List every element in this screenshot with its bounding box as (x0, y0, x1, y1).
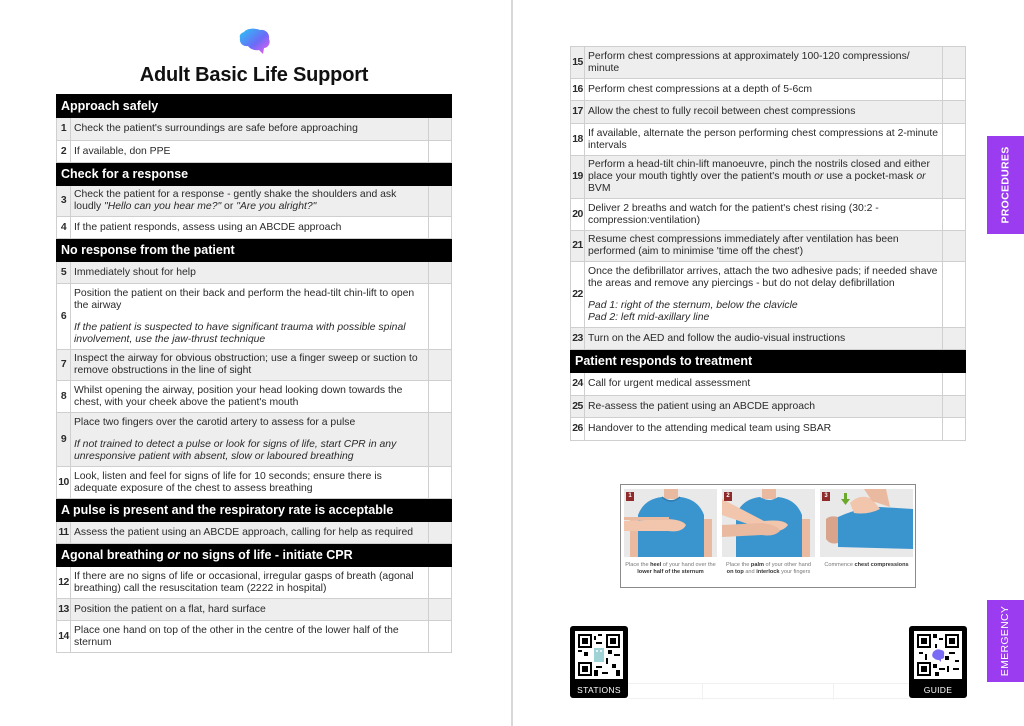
step-number: 23 (571, 328, 585, 350)
table-row (57, 350, 452, 381)
step-number: 18 (571, 124, 585, 156)
step-checkbox[interactable] (943, 156, 966, 199)
cpr-hand-position-figure (620, 484, 916, 588)
table-row (57, 522, 452, 544)
page-title: Adult Basic Life Support (139, 64, 369, 86)
table-row (57, 467, 452, 499)
step-text: Handover to the attending medical team using SBAR (585, 418, 943, 441)
tab-procedures[interactable] (987, 136, 1024, 234)
tab-label: EMERGENCY (999, 605, 1012, 677)
step-text: Assess the patient using an ABCDE approach, calling for help as required (71, 522, 429, 544)
step-checkbox[interactable] (429, 467, 452, 499)
step-text: Check the patient's surroundings are safe before approaching (71, 118, 429, 141)
step-number: 7 (57, 350, 71, 381)
qr-code-pattern (575, 631, 623, 679)
step-number: 13 (57, 599, 71, 621)
step-checkbox[interactable] (943, 231, 966, 262)
section-header (57, 163, 452, 186)
step-checkbox[interactable] (943, 262, 966, 328)
step-checkbox[interactable] (429, 118, 452, 141)
table-row (571, 124, 966, 156)
step-checkbox[interactable] (429, 413, 452, 467)
step-checkbox[interactable] (429, 262, 452, 284)
table-row (571, 156, 966, 199)
step-text: Immediately shout for help (71, 262, 429, 284)
qr-code-pattern (914, 631, 962, 679)
step-text: Deliver 2 breaths and watch for the patient's chest rising (30:2 - compression:ventilation) (585, 199, 943, 231)
step-checkbox[interactable] (943, 47, 966, 79)
step-checkbox[interactable] (429, 350, 452, 381)
table-row (57, 141, 452, 163)
step-text: Inspect the airway for obvious obstruction; use a finger sweep or suction to remove obstructions in the line of sight (71, 350, 429, 381)
section-header (57, 239, 452, 262)
step-checkbox[interactable] (429, 217, 452, 239)
table-row (57, 413, 452, 467)
step-text: If available, don PPE (71, 141, 429, 163)
tab-label: PROCEDURES (999, 146, 1012, 224)
step-checkbox[interactable] (943, 124, 966, 156)
step-checkbox[interactable] (429, 567, 452, 599)
section-title: Approach safely (57, 95, 452, 118)
step-note: Pad 1: right of the sternum, below the clavicle (588, 299, 798, 311)
tab-emergency[interactable] (987, 600, 1024, 682)
step-checkbox[interactable] (429, 284, 452, 350)
step-text: Position the patient on a flat, hard surface (71, 599, 429, 621)
figure-caption: Place the palm of your other hand on top and interlock your fingers (726, 562, 811, 575)
table-row (57, 262, 452, 284)
procedure-table-right (570, 46, 966, 441)
step-checkbox[interactable] (429, 621, 452, 653)
table-row (571, 262, 966, 328)
table-row (571, 47, 966, 79)
step-number: 6 (57, 284, 71, 350)
step-number: 26 (571, 418, 585, 441)
section-header (571, 350, 966, 373)
qr-code-guide[interactable] (909, 626, 967, 698)
table-row (57, 284, 452, 350)
footer-grid (628, 683, 909, 699)
table-row (571, 231, 966, 262)
step-number: 12 (57, 567, 71, 599)
step-checkbox[interactable] (943, 101, 966, 124)
step-checkbox[interactable] (429, 599, 452, 621)
step-text: Re-assess the patient using an ABCDE approach (585, 396, 943, 418)
table-row (571, 328, 966, 350)
step-number: 19 (571, 156, 585, 199)
interlocked-hands-illustration (722, 489, 815, 557)
step-text: Call for urgent medical assessment (585, 373, 943, 396)
step-checkbox[interactable] (943, 199, 966, 231)
step-number: 22 (571, 262, 585, 328)
section-title: Patient responds to treatment (571, 350, 966, 373)
step-checkbox[interactable] (943, 396, 966, 418)
step-checkbox[interactable] (943, 328, 966, 350)
step-checkbox[interactable] (943, 79, 966, 101)
step-checkbox[interactable] (943, 418, 966, 441)
step-number: 20 (571, 199, 585, 231)
figure-panel-2 (722, 489, 815, 557)
step-number: 2 (57, 141, 71, 163)
step-number: 24 (571, 373, 585, 396)
step-text: Turn on the AED and follow the audio-visual instructions (585, 328, 943, 350)
step-text: Place two fingers over the carotid artery to assess for a pulse If not trained to detect a pulse or look for signs of life, start CPR in any unresponsive patient with absent, slow or laboured breathing (71, 413, 429, 467)
step-badge: 3 (822, 492, 830, 501)
step-text: Whilst opening the airway, position your head looking down towards the chest, with your cheek above the patient's mouth (71, 381, 429, 413)
step-text: If the patient responds, assess using an ABCDE approach (71, 217, 429, 239)
step-checkbox[interactable] (429, 186, 452, 217)
step-text: If available, alternate the person performing chest compressions at 2-minute intervals (585, 124, 943, 156)
step-number: 25 (571, 396, 585, 418)
step-text: Look, listen and feel for signs of life for 10 seconds; ensure there is adequate exposure of the chest to assess breathing (71, 467, 429, 499)
step-number: 3 (57, 186, 71, 217)
table-row (57, 118, 452, 141)
step-number: 1 (57, 118, 71, 141)
table-row (57, 621, 452, 653)
step-text: Check the patient for a response - gently shake the shoulders and ask loudly "Hello can you hear me?" or "Are you alright?" (71, 186, 429, 217)
table-row (57, 381, 452, 413)
section-header (57, 544, 452, 567)
step-checkbox[interactable] (943, 373, 966, 396)
step-number: 11 (57, 522, 71, 544)
step-text: Position the patient on their back and perform the head-tilt chin-lift to open the airway If the patient is suspected to have significant trauma with possible spinal involvement, use the jaw-thrust technique (71, 284, 429, 350)
table-row (571, 396, 966, 418)
step-number: 9 (57, 413, 71, 467)
table-row (571, 199, 966, 231)
figure-caption: Place the heel of your hand over the lower half of the sternum (625, 562, 716, 575)
section-title: A pulse is present and the respiratory rate is acceptable (57, 499, 452, 522)
table-row (571, 373, 966, 396)
table-row (57, 217, 452, 239)
brain-icon (238, 28, 272, 56)
step-number: 17 (571, 101, 585, 124)
step-badge: 2 (724, 492, 732, 501)
step-checkbox[interactable] (429, 141, 452, 163)
qr-pattern-icon (578, 634, 620, 676)
step-number: 15 (571, 47, 585, 79)
table-row (571, 101, 966, 124)
step-number: 16 (571, 79, 585, 101)
section-title: Agonal breathing or no signs of life - initiate CPR (57, 544, 452, 567)
chest-compression-illustration (820, 489, 913, 557)
step-text: If there are no signs of life or occasional, irregular gasps of breath (agonal breathing) call the resuscitation team (2222 in hospital) (71, 567, 429, 599)
step-note: If the patient is suspected to have significant trauma with possible spinal involvement, use the jaw-thrust technique (74, 321, 406, 345)
table-row (57, 599, 452, 621)
qr-code-stations[interactable] (570, 626, 628, 698)
qr-pattern-icon (917, 634, 959, 676)
figure-panel-1 (624, 489, 717, 557)
figure-panel-3 (820, 489, 913, 557)
step-note: If not trained to detect a pulse or look for signs of life, start CPR in any unresponsive patient with absent, slow or laboured breathing (74, 438, 397, 462)
step-number: 10 (57, 467, 71, 499)
step-checkbox[interactable] (429, 522, 452, 544)
step-text: Perform chest compressions at a depth of 5-6cm (585, 79, 943, 101)
step-number: 8 (57, 381, 71, 413)
step-note: Pad 2: left mid-axillary line (588, 311, 710, 323)
hand-on-sternum-illustration (624, 489, 717, 557)
section-header (57, 499, 452, 522)
step-number: 21 (571, 231, 585, 262)
qr-label: GUIDE (923, 685, 953, 695)
table-row (57, 186, 452, 217)
table-row (57, 567, 452, 599)
qr-label: STATIONS (577, 685, 621, 695)
section-header (57, 95, 452, 118)
procedure-table-left (56, 94, 452, 653)
step-text: Resume chest compressions immediately after ventilation has been performed (aim to minimise 'time off the chest') (585, 231, 943, 262)
step-number: 4 (57, 217, 71, 239)
step-text: Perform a head-tilt chin-lift manoeuvre, pinch the nostrils closed and either place your mouth tightly over the patient's mouth or use a pocket-mask or BVM (585, 156, 943, 199)
page-divider (511, 0, 513, 726)
step-number: 5 (57, 262, 71, 284)
table-row (571, 418, 966, 441)
step-text: Place one hand on top of the other in the centre of the lower half of the sternum (71, 621, 429, 653)
section-title: No response from the patient (57, 239, 452, 262)
table-row (571, 79, 966, 101)
step-text: Allow the chest to fully recoil between chest compressions (585, 101, 943, 124)
step-checkbox[interactable] (429, 381, 452, 413)
step-text: Perform chest compressions at approximately 100-120 compressions/ minute (585, 47, 943, 79)
step-number: 14 (57, 621, 71, 653)
step-badge: 1 (626, 492, 634, 501)
step-text: Once the defibrillator arrives, attach the two adhesive pads; if needed shave the areas and remove any piercings - but do not delay defibrillation Pad 1: right of the sternum, below the clavicle Pad 2: left mid-axillary line (585, 262, 943, 328)
figure-caption: Commence chest compressions (824, 562, 909, 568)
section-title: Check for a response (57, 163, 452, 186)
